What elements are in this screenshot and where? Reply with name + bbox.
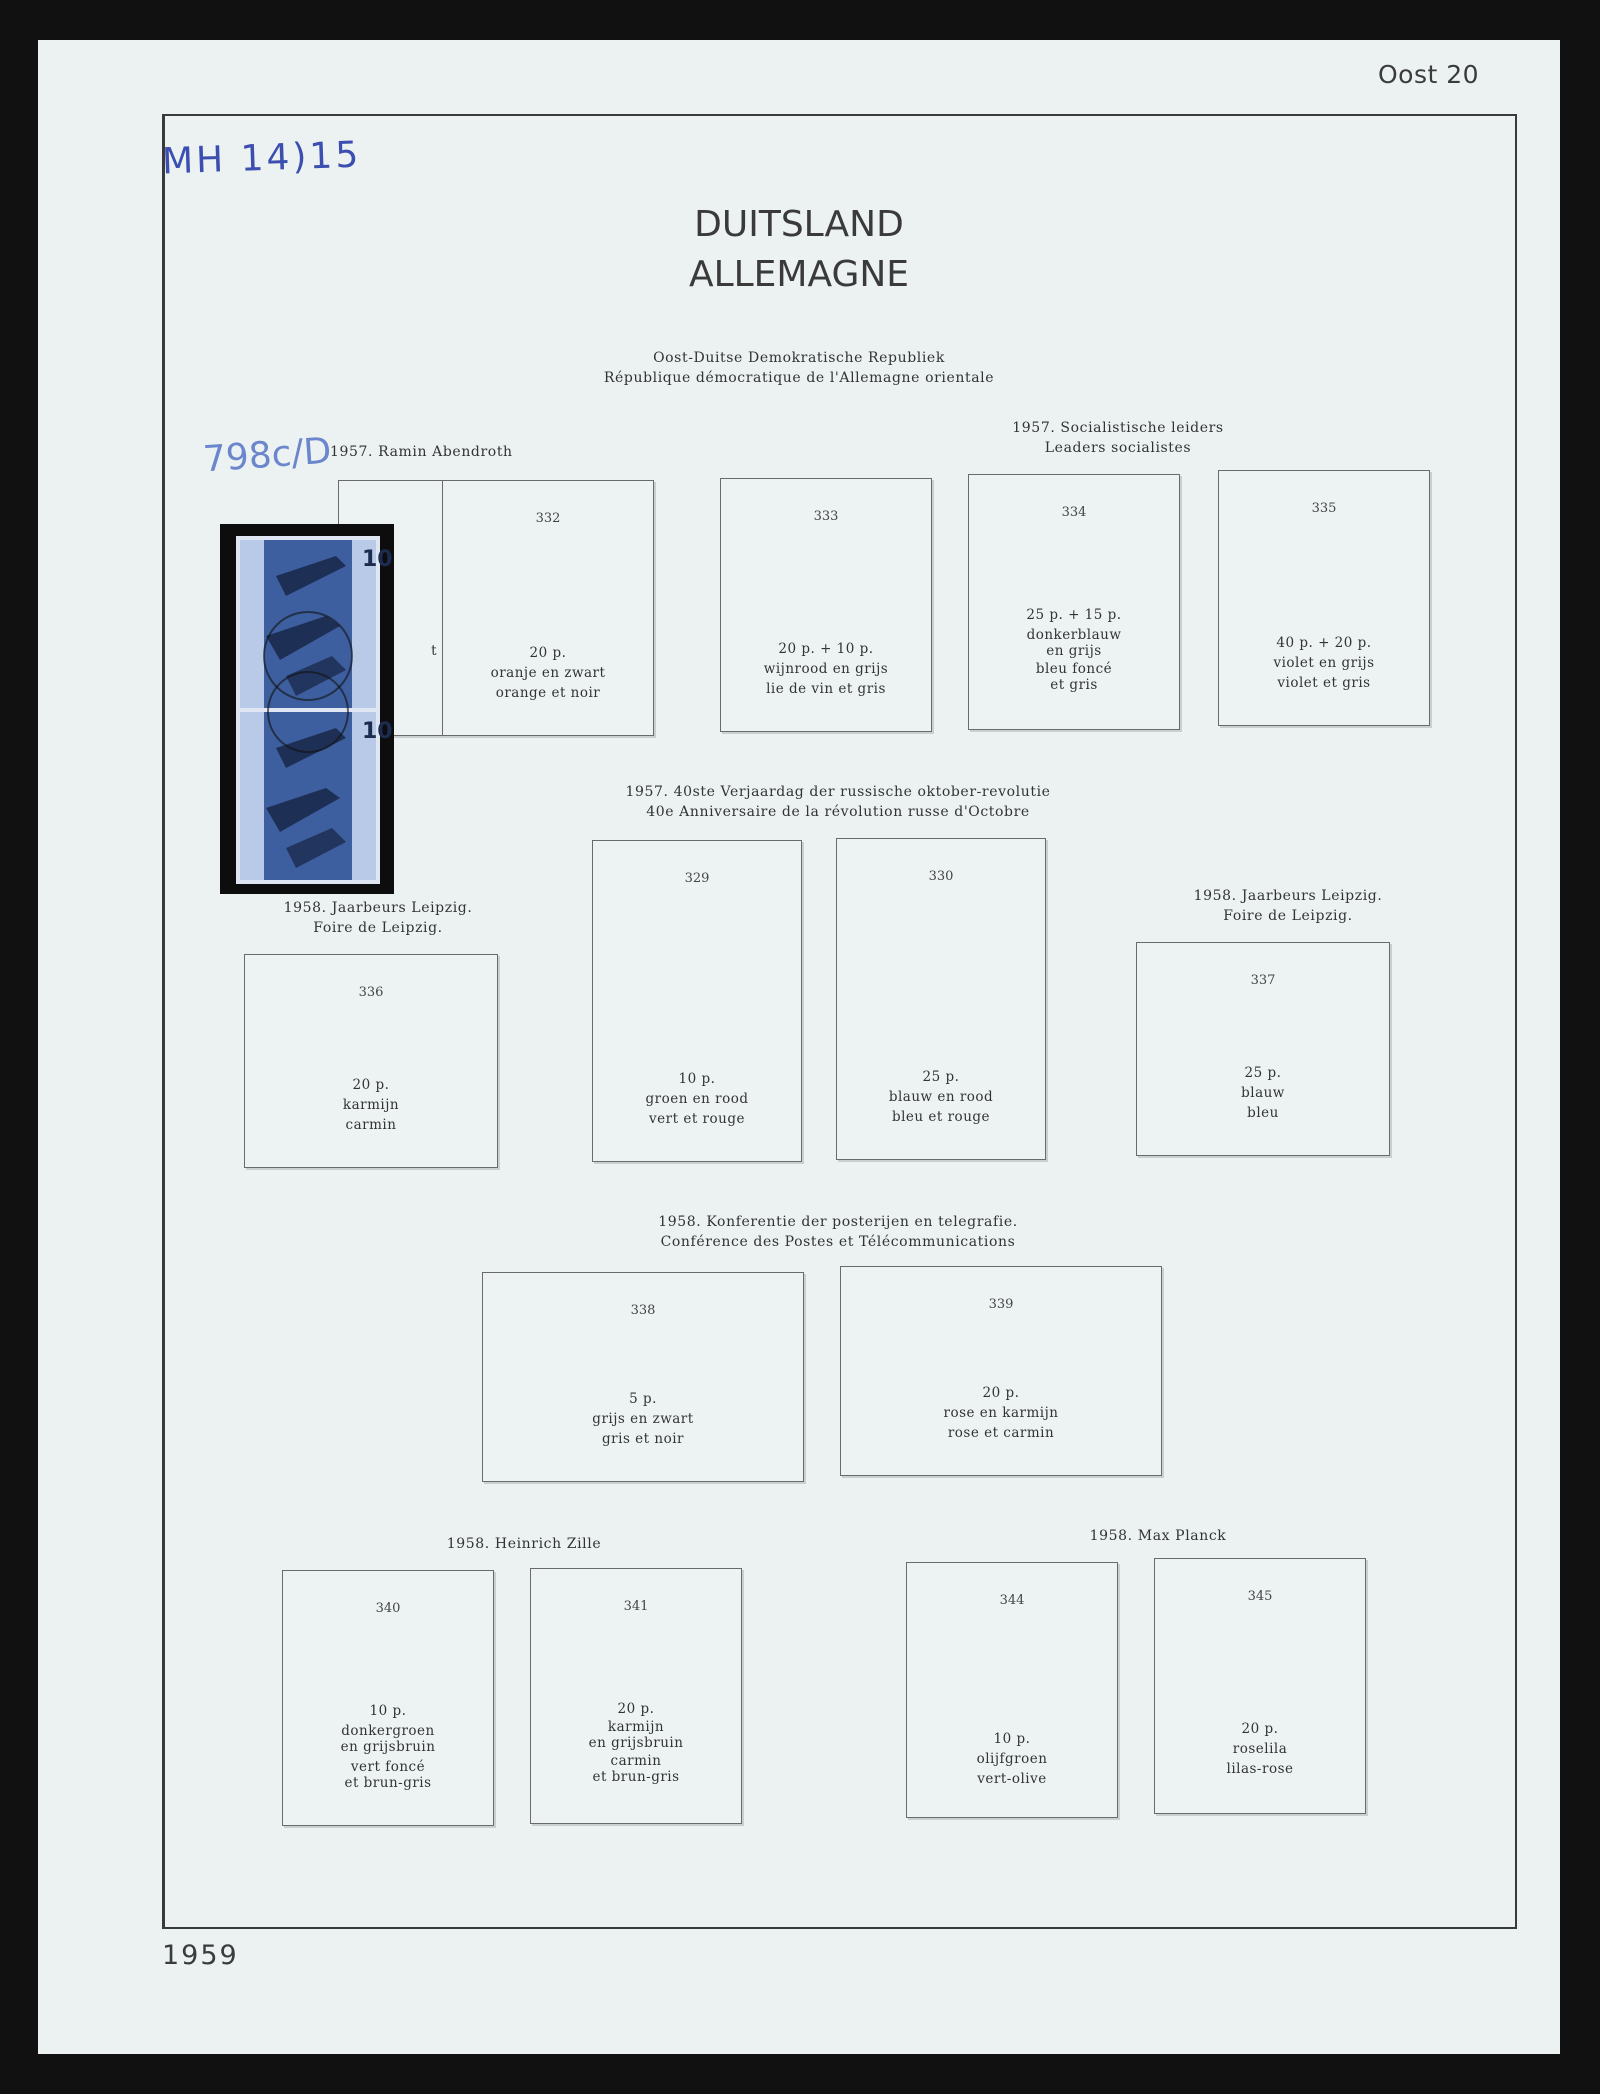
slot-color-nl-2: en grijsbruin: [588, 1735, 684, 1751]
slot-value: 20 p.: [982, 1385, 1020, 1401]
slot-color-fr: vert et rouge: [649, 1111, 745, 1127]
slot-color-nl: blauw en rood: [888, 1089, 994, 1105]
slot-color-nl-2: en grijsbruin: [340, 1739, 436, 1755]
slot-color-nl: violet en grijs: [1273, 655, 1375, 671]
slot-color-nl: rose en karmijn: [943, 1405, 1059, 1421]
slot-value: 20 p.: [529, 645, 567, 661]
caption-abendroth: 1957. Ramin Abendroth: [330, 444, 513, 460]
slot-color-fr: rose et carmin: [947, 1425, 1055, 1441]
slot-value: 40 p. + 20 p.: [1276, 635, 1372, 651]
slot-number: 329: [684, 871, 710, 886]
slot-color-nl-1: karmijn: [607, 1719, 665, 1735]
slot-color-fr-2: et brun-gris: [344, 1775, 432, 1791]
caption-planck: 1958. Max Planck: [1089, 1528, 1227, 1544]
slot-color-nl: oranje en zwart: [490, 665, 606, 681]
slot-value: 25 p.: [922, 1069, 960, 1085]
caption-oktober-nl: 1957. 40ste Verjaardag der russische oktober-revolutie: [625, 784, 1051, 800]
page-year: 1959: [162, 1940, 239, 1971]
page-number: Oost 20: [1378, 60, 1480, 89]
page-title-fr: ALLEMAGNE: [688, 254, 910, 295]
slot-number: 341: [623, 1599, 649, 1614]
slot-color-fr: gris et noir: [602, 1431, 684, 1447]
caption-zille: 1958. Heinrich Zille: [446, 1536, 602, 1552]
caption-konferentie-fr: Conférence des Postes et Télécommunications: [660, 1234, 1016, 1250]
slot-number: 337: [1250, 973, 1276, 988]
slot-value: 20 p. + 10 p.: [778, 641, 874, 657]
caption-leipzig-left-nl: 1958. Jaarbeurs Leipzig.: [283, 900, 473, 916]
stamp-slot-332: [442, 480, 654, 736]
slot-number: 345: [1247, 1589, 1273, 1604]
slot-color-nl: karmijn: [342, 1097, 400, 1113]
stamp-slot-339: [840, 1266, 1162, 1476]
mounted-stamp-pair: [220, 524, 394, 894]
stamp-slot-341: [530, 1568, 742, 1824]
slot-color-nl-2: en grijs: [1046, 643, 1102, 659]
slot-value: 20 p.: [617, 1701, 655, 1717]
stamp-slot-330: [836, 838, 1046, 1160]
slot-number: 344: [999, 1593, 1025, 1608]
caption-leiders-fr: Leaders socialistes: [1044, 440, 1192, 456]
slot-value: 20 p.: [1241, 1721, 1279, 1737]
caption-leipzig-right-fr: Foire de Leipzig.: [1223, 908, 1353, 924]
slot-color-fr-1: vert foncé: [350, 1759, 426, 1775]
slot-color-nl: blauw: [1241, 1085, 1285, 1101]
stamp-slot-345: [1154, 1558, 1366, 1814]
slot-color-fr: violet et gris: [1277, 675, 1371, 691]
stamp-slot-329: [592, 840, 802, 1162]
slot-number: 339: [988, 1297, 1014, 1312]
stamp-slot-333: [720, 478, 932, 732]
slot-color-fr: bleu et rouge: [891, 1109, 991, 1125]
slot-color-fr-2: et gris: [1050, 677, 1098, 693]
subtitle-nl: Oost-Duitse Demokratische Republiek: [653, 350, 945, 366]
slot-color-nl: olijfgroen: [976, 1751, 1048, 1767]
slot-color-fr: carmin: [345, 1117, 397, 1133]
slot-value: 10 p.: [678, 1071, 716, 1087]
slot-number: 333: [813, 509, 839, 524]
stamp-slot-344: [906, 1562, 1118, 1818]
slot-value: 10 p.: [993, 1731, 1031, 1747]
slot-color-nl-1: donkergroen: [341, 1723, 435, 1739]
slot-value: 25 p.: [1244, 1065, 1282, 1081]
stamp-slot-334: [968, 474, 1180, 730]
slot-number: 338: [630, 1303, 656, 1318]
caption-leiders-nl: 1957. Socialistische leiders: [1012, 420, 1224, 436]
pencil-note-top: MH 14)15: [161, 134, 362, 183]
stamp-slot-337: [1136, 942, 1390, 1156]
stamp-slot-338: [482, 1272, 804, 1482]
slot-value: 10 p.: [369, 1703, 407, 1719]
slot-color-fr: orange et noir: [495, 685, 601, 701]
slot-color-fr: vert-olive: [977, 1771, 1047, 1787]
slot-number: 335: [1311, 501, 1337, 516]
slot-color-nl-1: donkerblauw: [1026, 627, 1122, 643]
slot-value: 25 p. + 15 p.: [1026, 607, 1122, 623]
caption-leipzig-right-nl: 1958. Jaarbeurs Leipzig.: [1193, 888, 1383, 904]
slot-color-nl: wijnrood en grijs: [763, 661, 889, 677]
slot-value: 20 p.: [352, 1077, 390, 1093]
slot-value: 5 p.: [629, 1391, 657, 1407]
stamp-pair-image: [236, 536, 393, 884]
caption-konferentie-nl: 1958. Konferentie der posterijen en telegrafie.: [658, 1214, 1018, 1230]
stamp-slot-336: [244, 954, 498, 1168]
slot-color-nl: groen en rood: [645, 1091, 749, 1107]
album-page: [38, 40, 1560, 2054]
stamp-slot-340: [282, 1570, 494, 1826]
pencil-note-side: 798c/D: [201, 430, 333, 481]
stamp-slot-335: [1218, 470, 1430, 726]
slot-color-nl: roselila: [1232, 1741, 1288, 1757]
slot-number: 330: [928, 869, 954, 884]
slot-color-fr-1: carmin: [610, 1753, 662, 1769]
slot-color-fr: bleu: [1247, 1105, 1279, 1121]
page-title-nl: DUITSLAND: [694, 204, 904, 245]
slot-partial-text: t: [431, 643, 437, 659]
slot-color-fr-2: et brun-gris: [592, 1769, 680, 1785]
slot-number: 340: [375, 1601, 401, 1616]
slot-number: 334: [1061, 505, 1087, 520]
subtitle-fr: République démocratique de l'Allemagne orientale: [603, 370, 995, 386]
caption-leipzig-left-fr: Foire de Leipzig.: [313, 920, 443, 936]
slot-color-fr: lie de vin et gris: [766, 681, 886, 697]
slot-number: 332: [535, 511, 561, 526]
stamp-value-top: 10: [362, 547, 393, 572]
slot-color-nl: grijs en zwart: [592, 1411, 694, 1427]
caption-oktober-fr: 40e Anniversaire de la révolution russe d'Octobre: [646, 804, 1030, 820]
slot-number: 336: [358, 985, 384, 1000]
stamp-value-bottom: 10: [362, 719, 393, 744]
slot-color-fr: lilas-rose: [1226, 1761, 1294, 1777]
slot-color-fr-1: bleu foncé: [1035, 661, 1113, 677]
